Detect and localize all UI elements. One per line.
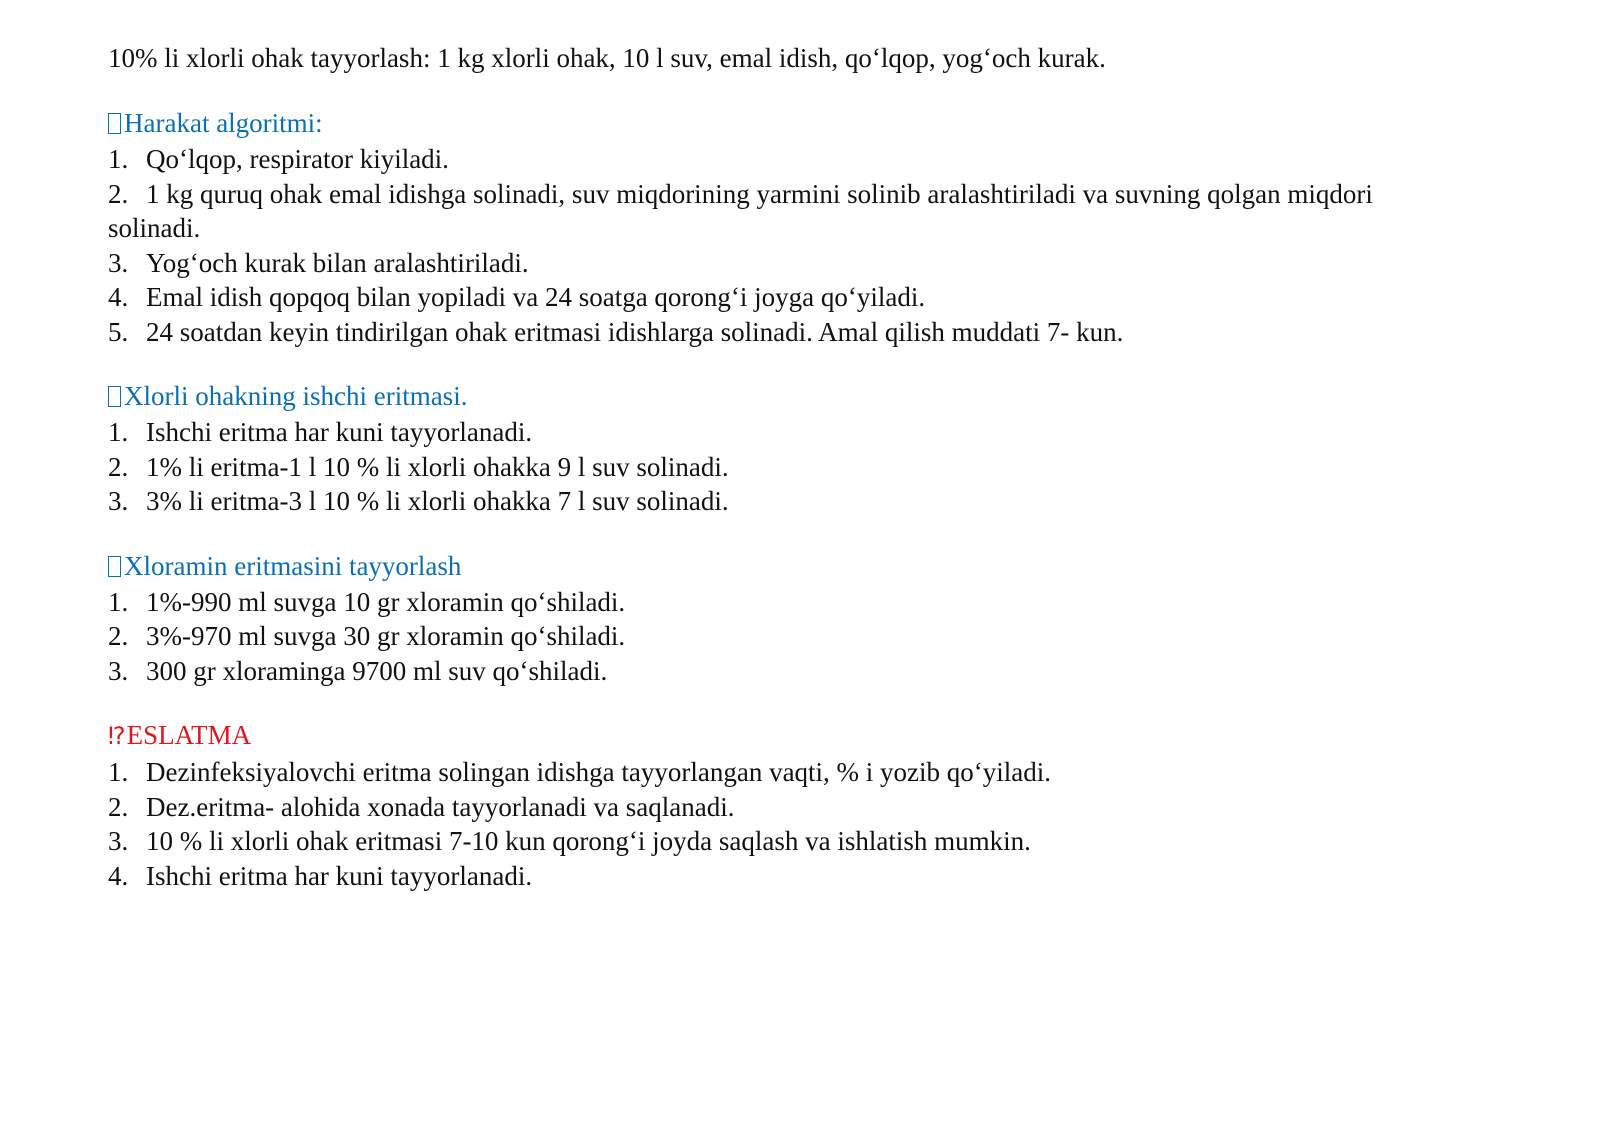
item-number: 1. xyxy=(108,757,129,787)
missing-glyph-icon xyxy=(108,556,121,577)
numbered-list xyxy=(108,755,1438,893)
item-number: 3. xyxy=(108,486,129,516)
item-text: Qo‘lqop, respirator kiyiladi. xyxy=(146,144,449,174)
list-item xyxy=(108,415,1438,450)
item-number: 2. xyxy=(108,791,129,822)
section-harakat-algoritmi xyxy=(108,104,1438,349)
item-text: 3%-970 ml suvga 30 gr xloramin qo‘shiladi. xyxy=(146,621,626,651)
list-item xyxy=(108,315,1438,350)
list-item xyxy=(108,619,1438,654)
item-text: Emal idish qopqoq bilan yopiladi va 24 soatga qorong‘i joyga qo‘yiladi. xyxy=(146,282,926,312)
list-item xyxy=(108,280,1438,315)
item-number: 2. xyxy=(108,621,129,651)
numbered-list xyxy=(108,142,1438,349)
item-number: 2. xyxy=(108,451,129,482)
item-text: Dezinfeksiyalovchi eritma solingan idishga tayyorlangan vaqti, % i yozib qo‘yiladi. xyxy=(146,757,1052,787)
list-item xyxy=(108,654,1438,689)
intro-paragraph: 10% li xlorli ohak tayyorlash: 1 kg xlorli ohak, 10 l suv, emal idish, qo‘lqop, yog‘och kurak. xyxy=(108,43,1106,73)
list-item xyxy=(108,859,1438,894)
list-item xyxy=(108,484,1438,519)
item-number: 1. xyxy=(108,144,129,174)
item-number: 3. xyxy=(108,655,129,686)
section-xlorli-ohak-ishchi-eritmasi xyxy=(108,377,1438,519)
numbered-list xyxy=(108,415,1438,519)
item-number: 1. xyxy=(108,586,129,617)
list-item xyxy=(108,177,1438,246)
item-number: 3. xyxy=(108,826,129,856)
item-text: Ishchi eritma har kuni tayyorlanadi. xyxy=(146,417,533,447)
list-item xyxy=(108,246,1438,281)
section-title: ESLATMA xyxy=(126,720,252,750)
list-item xyxy=(108,450,1438,485)
missing-glyph-icon xyxy=(108,386,121,407)
exclamation-question-icon: ⁉ xyxy=(108,722,126,750)
section-xloramin-eritmasi xyxy=(108,547,1438,689)
section-title: Harakat algoritmi: xyxy=(124,108,323,138)
section-title: Xloramin eritmasini tayyorlash xyxy=(124,550,462,581)
item-text: Yog‘och kurak bilan aralashtiriladi. xyxy=(146,247,529,278)
document-page xyxy=(108,40,1438,921)
item-text: 3% li eritma-3 l 10 % li xlorli ohakka 7 l suv solinadi. xyxy=(146,486,729,516)
missing-glyph-icon xyxy=(108,113,121,134)
item-text: 1%-990 ml suvga 10 gr xloramin qo‘shiladi. xyxy=(146,586,626,617)
numbered-list xyxy=(108,585,1438,689)
section-eslatma xyxy=(108,716,1438,893)
item-number: 4. xyxy=(108,860,129,891)
section-heading xyxy=(108,377,1438,415)
item-text: 10 % li xlorli ohak eritmasi 7-10 kun qorong‘i joyda saqlash va ishlatish mumkin. xyxy=(146,826,1031,856)
list-item xyxy=(108,790,1438,825)
item-text: 24 soatdan keyin tindirilgan ohak eritmasi idishlarga solinadi. Amal qilish muddati 7- kun. xyxy=(146,316,1124,347)
item-text: Dez.eritma- alohida xonada tayyorlanadi va saqlanadi. xyxy=(146,791,735,822)
list-item xyxy=(108,755,1438,790)
section-heading xyxy=(108,716,1438,755)
item-number: 4. xyxy=(108,282,129,312)
item-number: 3. xyxy=(108,247,129,278)
item-text: Ishchi eritma har kuni tayyorlanadi. xyxy=(146,860,533,891)
section-heading xyxy=(108,104,1438,142)
item-text: 300 gr xloraminga 9700 ml suv qo‘shiladi. xyxy=(146,655,608,686)
list-item xyxy=(108,824,1438,859)
item-text: 1 kg quruq ohak emal idishga solinadi, suv miqdorining yarmini solinib aralashtiriladi va suvning qolgan miqdori solinadi. xyxy=(108,178,1373,243)
item-number: 1. xyxy=(108,417,129,447)
section-heading xyxy=(108,547,1438,585)
item-number: 5. xyxy=(108,316,129,347)
section-title: Xlorli ohakning ishchi eritmasi. xyxy=(124,381,468,411)
list-item xyxy=(108,585,1438,620)
item-text: 1% li eritma-1 l 10 % li xlorli ohakka 9 l suv solinadi. xyxy=(146,451,729,482)
item-number: 2. xyxy=(108,178,129,209)
list-item xyxy=(108,142,1438,177)
